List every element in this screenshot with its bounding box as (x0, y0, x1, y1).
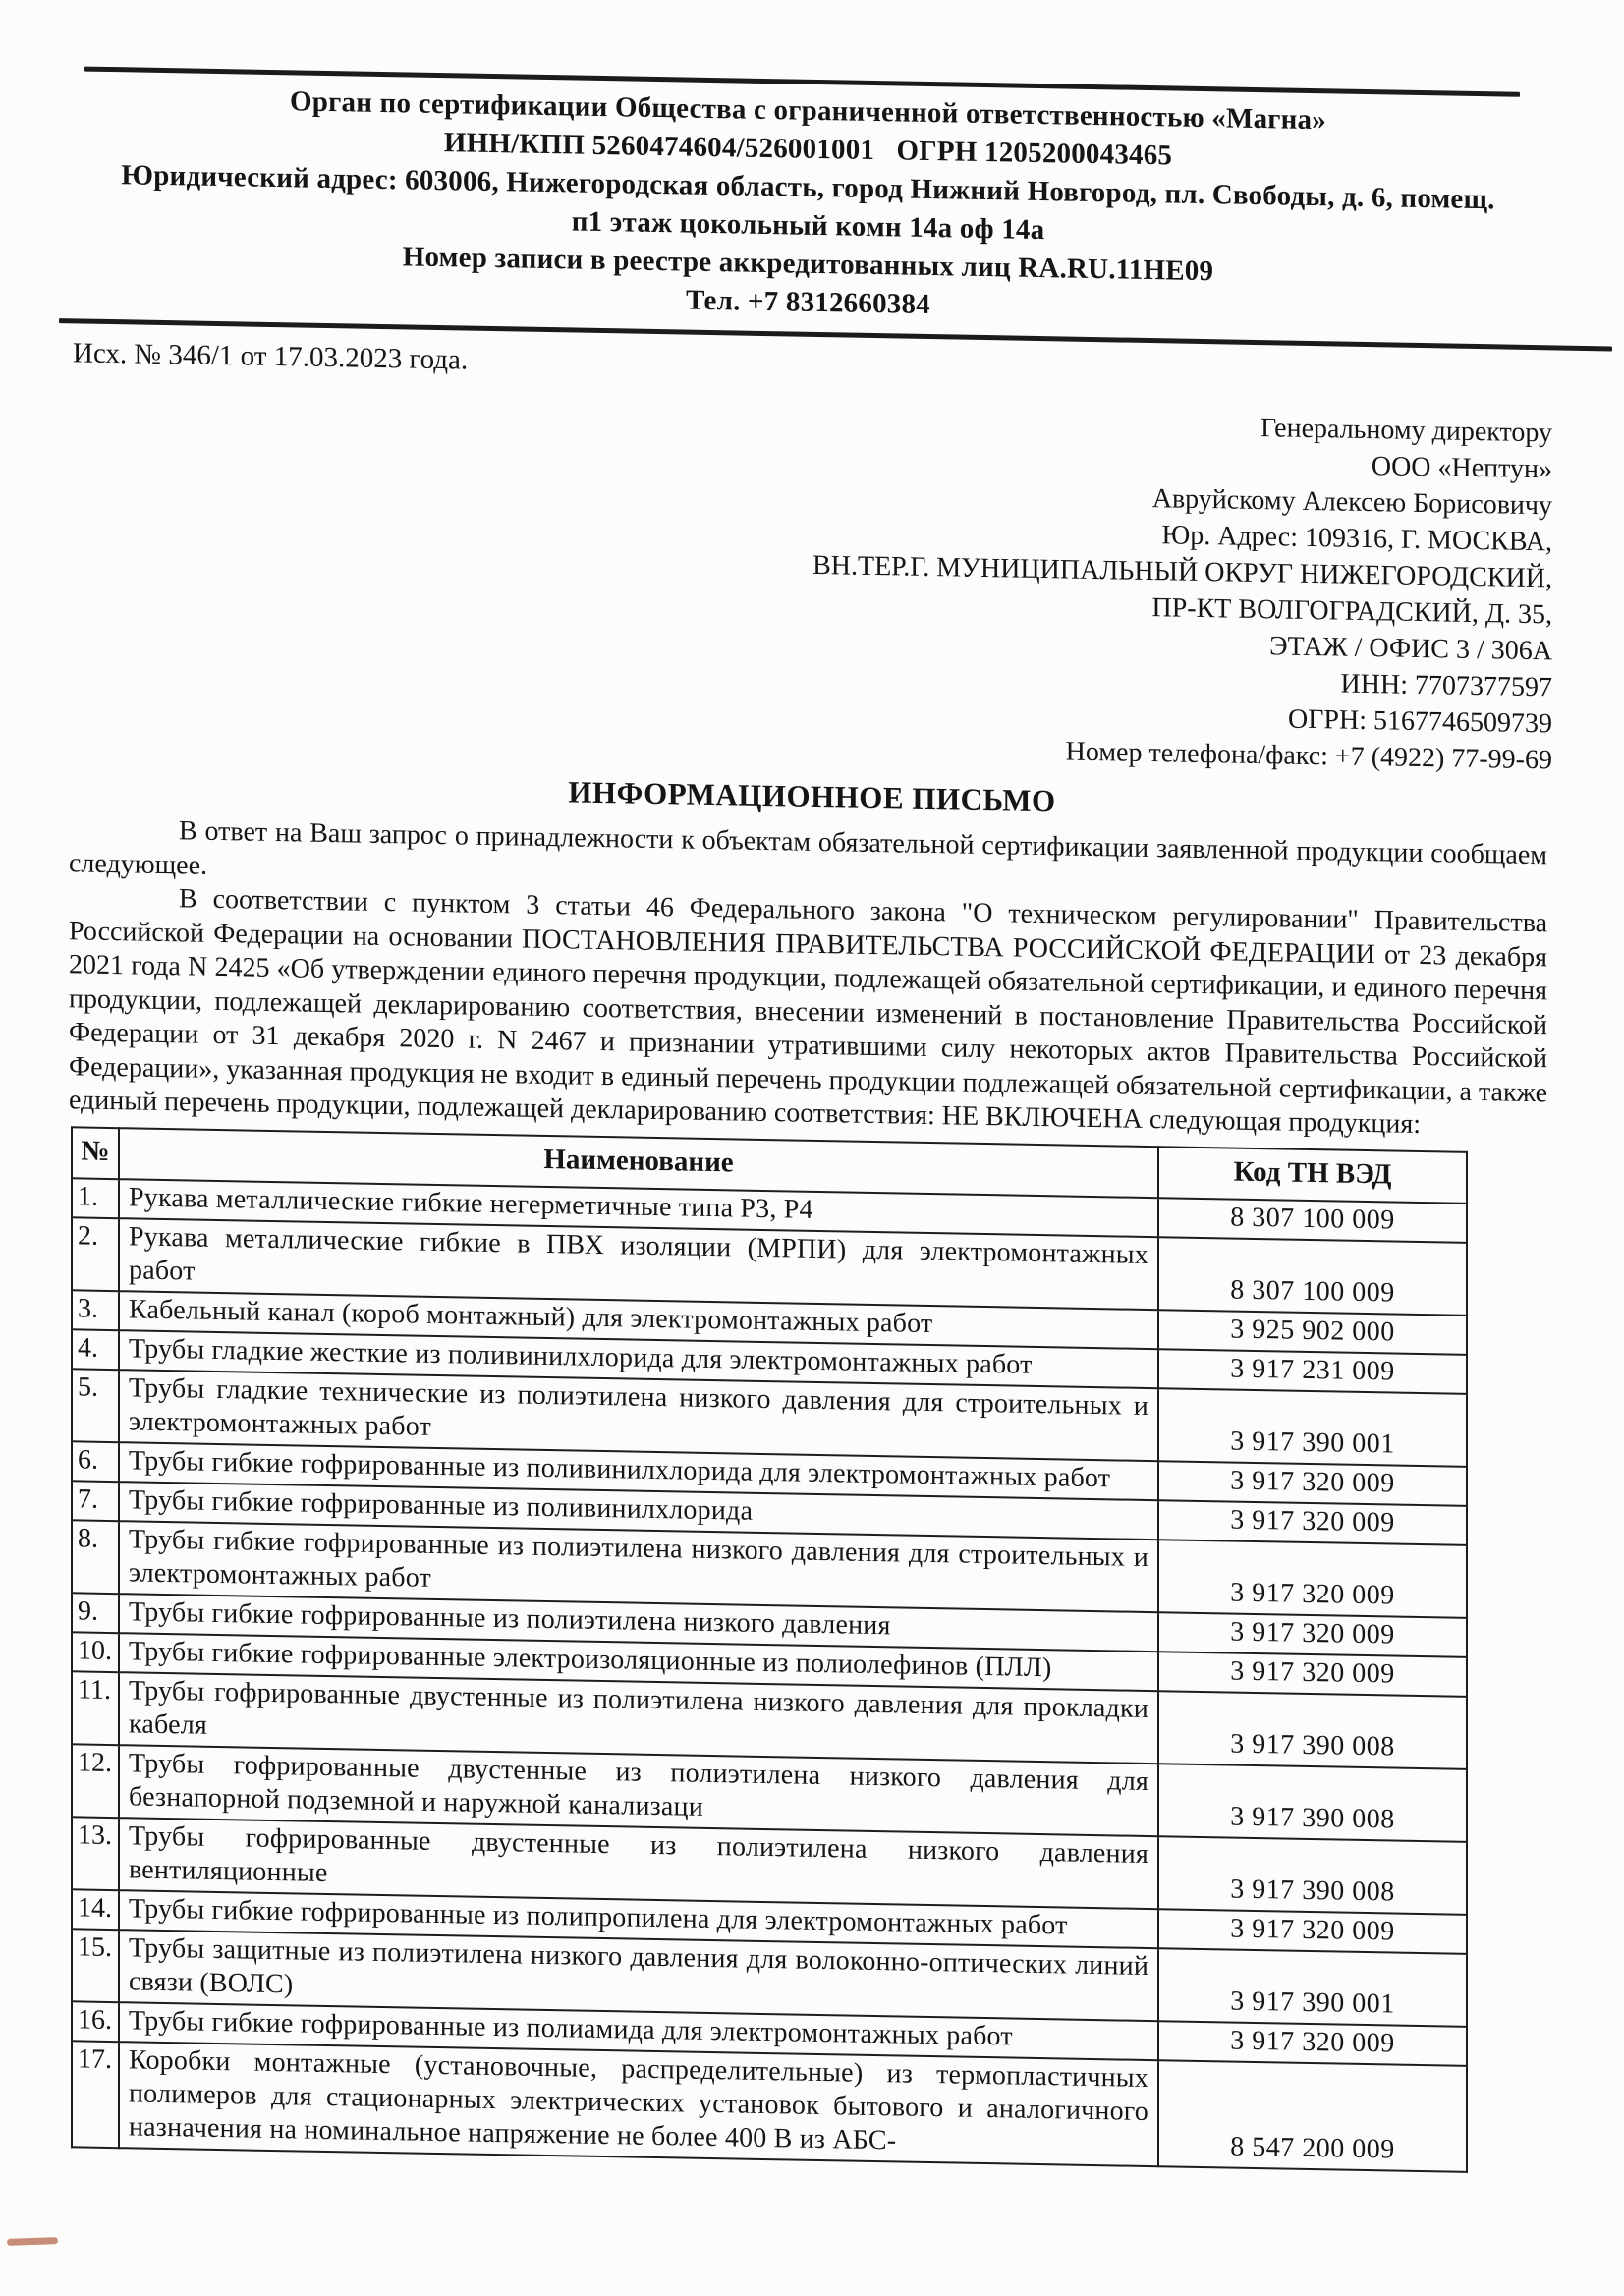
product-name: Трубы гибкие гофрированные электроизоляционные из полиолефинов (ПЛЛ) (119, 1633, 1158, 1691)
letterhead (90, 80, 1526, 335)
row-number: 11. (72, 1671, 119, 1745)
row-number: 14. (72, 1889, 119, 1930)
row-number: 16. (72, 2001, 119, 2042)
product-name: Трубы гибкие гофрированные из полиэтилена низкого давления для строительных и электромонтажных работ (119, 1521, 1158, 1612)
addressee-line-7: ЭТАЖ / ОФИС 3 / 306А (1269, 631, 1552, 667)
tnved-code: 3 917 320 009 (1158, 1540, 1467, 1618)
row-number: 15. (72, 1929, 119, 2002)
row-number: 7. (72, 1481, 119, 1521)
product-table (71, 1126, 1468, 2173)
letterhead-line-4: п1 этаж цокольный комн 14а оф 14а (571, 205, 1045, 247)
product-name: Трубы гибкие гофрированные из полиэтилена низкого давления (119, 1594, 1158, 1652)
row-number: 13. (72, 1817, 119, 1890)
tnved-code: 3 917 320 009 (1158, 1909, 1467, 1954)
tnved-code: 3 917 390 008 (1158, 1691, 1467, 1769)
tnved-code: 3 917 320 009 (1158, 1461, 1467, 1506)
row-number: 12. (72, 1744, 119, 1818)
row-number: 3. (72, 1290, 119, 1330)
tnved-code: 3 917 390 008 (1158, 1764, 1467, 1842)
addressee-line-5: ВН.ТЕР.Г. МУНИЦИПАЛЬНЫЙ ОКРУГ НИЖЕГОРОДСКИЙ, (812, 549, 1552, 594)
product-name: Трубы гибкие гофрированные из поливинилхлорида для электромонтажных работ (119, 1442, 1158, 1500)
tnved-code: 3 925 902 000 (1158, 1310, 1467, 1355)
tnved-code: 3 917 390 001 (1158, 1948, 1467, 2027)
letterhead-line-2: ИНН/КПП 5260474604/526001001 ОГРН 1205200043465 (443, 127, 1173, 172)
tnved-code: 3 917 320 009 (1158, 1500, 1467, 1545)
product-name: Трубы гладкие технические из полиэтилена низкого давления для строительных и электромонтажных работ (119, 1370, 1158, 1461)
scan-artifact-mark (7, 2237, 58, 2246)
outgoing-reference: Исх. № 346/1 от 17.03.2023 года. (73, 337, 469, 376)
tnved-code: 3 917 320 009 (1158, 1612, 1467, 1657)
tnved-code: 3 917 390 001 (1158, 1388, 1467, 1467)
letterhead-line-3: Юридический адрес: 603006, Нижегородская область, город Нижний Новгород, пл. Свободы, д. 6, помещ. (121, 159, 1495, 216)
tnved-code: 8 547 200 009 (1158, 2060, 1467, 2172)
product-name: Трубы защитные из полиэтилена низкого давления для волоконно-оптических линий связи (ВОЛС) (119, 1930, 1158, 2021)
addressee-line-3: Авруйскому Алексею Борисовичу (1151, 483, 1552, 522)
product-name: Рукава металлические гибкие в ПВХ изоляции (МРПИ) для электромонтажных работ (119, 1218, 1158, 1310)
addressee-line-9: ОГРН: 5167746509739 (1288, 703, 1552, 740)
row-number: 4. (72, 1329, 119, 1370)
row-number: 2. (72, 1217, 119, 1291)
product-name: Кабельный канал (короб монтажный) для электромонтажных работ (119, 1291, 1158, 1349)
table-header-num: № (72, 1127, 119, 1179)
row-number: 6. (72, 1441, 119, 1482)
addressee-line-6: ПР-КТ ВОЛГОГРАДСКИЙ, Д. 35, (1151, 592, 1552, 631)
letterhead-line-1: Орган по сертификации Общества с ограниченной ответственностью «Магна» (290, 85, 1326, 137)
table-header-name: Наименование (119, 1128, 1158, 1198)
row-number: 1. (72, 1178, 119, 1218)
tnved-code: 3 917 320 009 (1158, 1652, 1467, 1697)
paragraph-legal: В соответствии с пунктом 3 статьи 46 Федерального закона "О техническом регулировании" Правительства Российской Федерации на основании ПОСТАНОВЛЕНИЯ ПРАВИТЕЛЬСТВА РОССИЙСКОЙ ФЕДЕРАЦИИ от 23 декабря 2021 года N 2425 «Об утверждении единого перечня продукции, подлежащей обязательной сертификации, и единого перечня продукции, подлежащей декларированию соответствия, внесении изменений в постановление Правительства Российской Федерации от 31 декабря 2020 г. N 2467 и признании утратившими силу некоторых актов Правительства Российской Федерации», указанная продукция не входит в единый перечень продукции подлежащей обязательной сертификации, а также единый перечень продукции, подлежащей декларированию соответствия: НЕ ВКЛЮЧЕНА следующая продукция: (69, 883, 1547, 1140)
addressee-block (550, 397, 1552, 778)
tnved-code: 3 917 320 009 (1158, 2021, 1467, 2066)
addressee-line-1: Генеральному директору (1260, 413, 1552, 449)
addressee-line-10: Номер телефона/факс: +7 (4922) 77-99-69 (1065, 736, 1552, 776)
product-name: Трубы гофрированные двустенные из полиэтилена низкого давления для безнапорной подземной и наружной канализаци (119, 1745, 1158, 1836)
paragraph-intro: В ответ на Ваш запрос о принадлежности к объектам обязательной сертификации заявленной продукции сообщаем следующее. (69, 815, 1547, 881)
tnved-code: 8 307 100 009 (1158, 1237, 1467, 1316)
tnved-code: 8 307 100 009 (1158, 1198, 1467, 1243)
product-name: Трубы гибкие гофрированные из полипропилена для электромонтажных работ (119, 1890, 1158, 1948)
addressee-line-2: ООО «Нептун» (1371, 451, 1552, 485)
product-name: Трубы гибкие гофрированные из поливинилхлорида (119, 1482, 1158, 1540)
product-name: Рукава металлические гибкие негерметичные типа Р3, Р4 (119, 1179, 1158, 1237)
row-number: 9. (72, 1593, 119, 1633)
row-number: 8. (72, 1520, 119, 1594)
tnved-code: 3 917 231 009 (1158, 1349, 1467, 1394)
row-number: 5. (72, 1369, 119, 1442)
row-number: 17. (72, 2041, 119, 2148)
letter-title: ИНФОРМАЦИОННОЕ ПИСЬМО (568, 774, 1056, 818)
table-header-code: Код ТН ВЭД (1158, 1147, 1467, 1204)
product-name: Трубы гофрированные двустенные из полиэтилена низкого давления для прокладки кабеля (119, 1672, 1158, 1764)
letterhead-line-5: Номер записи в реестре аккредитованных лиц RA.RU.11НЕ09 (402, 241, 1214, 288)
tnved-code: 3 917 390 008 (1158, 1836, 1467, 1915)
scan-bottom-edge (0, 2289, 1624, 2296)
product-name: Трубы гофрированные двустенные из полиэтилена низкого давления вентиляционные (119, 1818, 1158, 1909)
product-name: Трубы гибкие гофрированные из полиамида для электромонтажных работ (119, 2002, 1158, 2060)
addressee-line-4: Юр. Адрес: 109316, Г. МОСКВА, (1161, 520, 1552, 558)
letterhead-line-6: Тел. +7 8312660384 (686, 284, 930, 321)
row-number: 10. (72, 1632, 119, 1672)
product-name: Трубы гладкие жесткие из поливинилхлорида для электромонтажных работ (119, 1330, 1158, 1388)
product-name: Коробки монтажные (установочные, распределительные) из термопластичных полимеров для стационарных электрических установок бытового и аналогичного назначения на номинальное напряжение не более 400 В из АБС- (119, 2042, 1158, 2166)
addressee-line-8: ИНН: 7707377597 (1340, 668, 1552, 703)
